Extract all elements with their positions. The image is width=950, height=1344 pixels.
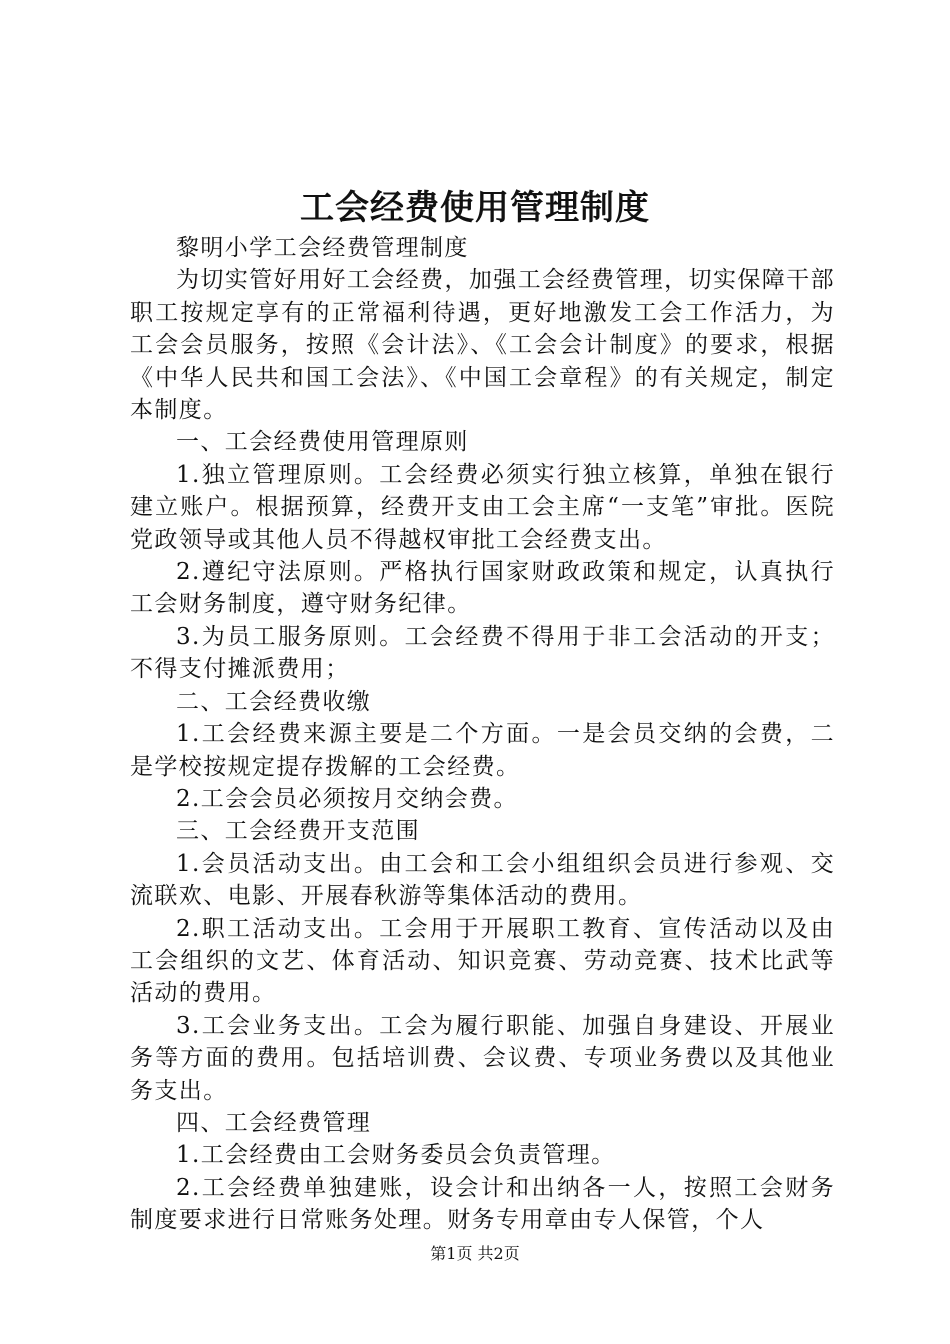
paragraph: 1.工会经费来源主要是二个方面。一是会员交纳的会费，二是学校按规定提存拨解的工会经费。 [130,721,835,780]
section-heading-2: 二、工会经费收缴 [176,688,372,715]
section-heading-4: 四、工会经费管理 [176,1109,372,1136]
paragraph-intro: 为切实管好用好工会经费，加强工会经费管理，切实保障干部职工按规定享有的正常福利待遇，更好地激发工会工作活力，为工会会员服务，按照《会计法》、《工会会计制度》的要求，根据《中华人民共和国工会法》、《中国工会章程》的有关规定，制定本制度。 [130,267,835,424]
section-heading-3: 三、工会经费开支范围 [176,818,420,845]
paragraph: 1.会员活动支出。由工会和工会小组组织会员进行参观、交流联欢、电影、开展春秋游等集体活动的费用。 [130,850,835,910]
paragraph: 2.工会经费单独建账，设会计和出纳各一人，按照工会财务制度要求进行日常账务处理。财务专用章由专人保管，个人 [130,1174,835,1234]
page-footer: 第1页 共2页 [430,1244,520,1263]
paragraph: 2.职工活动支出。工会用于开展职工教育、宣传活动以及由工会组织的文艺、体育活动、知识竞赛、劳动竞赛、技术比武等活动的费用。 [130,915,835,1007]
document-body [130,232,835,1237]
paragraph: 3.工会业务支出。工会为履行职能、加强自身建设、开展业务等方面的费用。包括培训费、会议费、专项业务费以及其他业务支出。 [130,1012,835,1104]
paragraph-subtitle: 黎明小学工会经费管理制度 [176,235,469,261]
paragraph: 1.独立管理原则。工会经费必须实行独立核算，单独在银行建立账户。根据预算，经费开支由工会主席“一支笔”审批。医院党政领导或其他人员不得越权审批工会经费支出。 [130,461,835,553]
paragraph: 1.工会经费由工会财务委员会负责管理。 [176,1142,616,1169]
paragraph: 2.遵纪守法原则。严格执行国家财政政策和规定，认真执行工会财务制度，遵守财务纪律。 [130,559,835,618]
paragraph: 3.为员工服务原则。工会经费不得用于非工会活动的开支；不得支付摊派费用； [130,623,835,683]
paragraph: 2.工会会员必须按月交纳会费。 [176,785,518,812]
document-title: 工会经费使用管理制度 [300,188,650,228]
section-heading-1: 一、工会经费使用管理原则 [176,429,469,456]
